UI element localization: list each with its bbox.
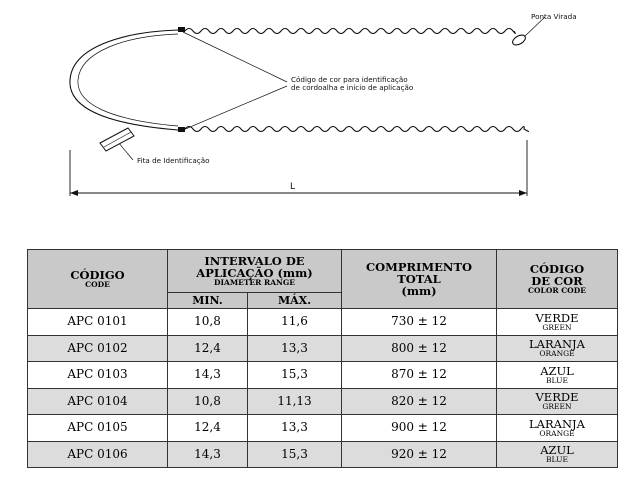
label-id-tape: Fita de Identificação	[137, 156, 210, 165]
cell-min: 14,3	[168, 441, 248, 468]
header-code	[28, 250, 168, 309]
cell-length: 730 ± 12	[342, 309, 497, 336]
cell-color-pt: LARANJA	[529, 416, 585, 431]
cell-min: 12,4	[168, 415, 248, 442]
dead-end-grip-drawing	[0, 0, 633, 205]
cell-max: 13,3	[248, 415, 342, 442]
cell-code: APC 0103	[28, 362, 168, 389]
header-length-line3: (mm)	[401, 284, 437, 299]
cell-color	[497, 362, 618, 389]
header-color	[497, 250, 618, 309]
header-code-pt: CÓDIGO	[70, 268, 125, 283]
cell-max: 11,13	[248, 388, 342, 415]
cell-min: 10,8	[168, 309, 248, 336]
table-row	[28, 309, 618, 336]
table-row	[28, 335, 618, 362]
header-range	[168, 250, 342, 293]
cell-length: 900 ± 12	[342, 415, 497, 442]
header-code-en: CODE	[85, 280, 110, 290]
table-row	[28, 441, 618, 468]
turned-tip	[511, 33, 527, 47]
cell-code: APC 0104	[28, 388, 168, 415]
header-color-en: COLOR CODE	[528, 286, 586, 296]
cell-color-pt: VERDE	[535, 390, 579, 405]
cell-color	[497, 441, 618, 468]
table-row	[28, 415, 618, 442]
cell-min: 10,8	[168, 388, 248, 415]
table-row	[28, 362, 618, 389]
upper-helix	[185, 29, 515, 34]
cell-max: 15,3	[248, 362, 342, 389]
cell-color-en: BLUE	[546, 375, 568, 385]
cell-color	[497, 335, 618, 362]
header-color-line2: DE COR	[531, 274, 583, 289]
cell-length: 820 ± 12	[342, 388, 497, 415]
header-range-line2: APLICAÇÃO (mm)	[196, 266, 313, 281]
cell-code: APC 0105	[28, 415, 168, 442]
color-code-mark-top	[178, 27, 185, 32]
header-max: MÁX.	[248, 293, 342, 309]
cell-code: APC 0102	[28, 335, 168, 362]
grip-loop	[70, 30, 178, 130]
cell-min: 14,3	[168, 362, 248, 389]
color-code-mark-bottom	[178, 127, 185, 132]
cell-color-pt: VERDE	[535, 310, 579, 325]
lower-helix	[185, 127, 529, 132]
table-row	[28, 388, 618, 415]
cell-color-pt: AZUL	[540, 443, 574, 458]
cell-color	[497, 415, 618, 442]
header-range-line1: INTERVALO DE	[204, 254, 305, 268]
header-color-line1: CÓDIGO	[529, 262, 585, 276]
cell-length: 870 ± 12	[342, 362, 497, 389]
label-turned-tip: Ponta Virada	[531, 12, 577, 21]
cell-color-en: GREEN	[542, 402, 572, 412]
label-color-code-line2: de cordoalha e início de aplicação	[291, 83, 414, 92]
cell-max: 15,3	[248, 441, 342, 468]
label-length: L	[290, 182, 296, 192]
cell-code: APC 0106	[28, 441, 168, 468]
cell-color-pt: AZUL	[540, 363, 574, 378]
label-color-code-line1: Código de cor para identificação	[291, 75, 408, 84]
header-row	[28, 250, 618, 293]
cell-color-en: ORANGE	[539, 428, 575, 438]
header-range-en: DIAMETER RANGE	[213, 278, 296, 288]
spec-table	[27, 249, 618, 468]
cell-code: APC 0101	[28, 309, 168, 336]
cell-color-en: BLUE	[546, 455, 568, 465]
cell-color	[497, 309, 618, 336]
cell-max: 13,3	[248, 335, 342, 362]
cell-color	[497, 388, 618, 415]
cell-max: 11,6	[248, 309, 342, 336]
cell-color-pt: LARANJA	[529, 337, 585, 352]
cell-length: 920 ± 12	[342, 441, 497, 468]
cell-length: 800 ± 12	[342, 335, 497, 362]
cell-color-en: ORANGE	[539, 349, 575, 359]
header-length-line1: COMPRIMENTO	[365, 259, 473, 274]
cell-min: 12,4	[168, 335, 248, 362]
header-length-line2: TOTAL	[397, 271, 441, 286]
cell-color-en: GREEN	[542, 322, 572, 332]
header-length	[342, 250, 497, 309]
header-min: MIN.	[168, 293, 248, 309]
